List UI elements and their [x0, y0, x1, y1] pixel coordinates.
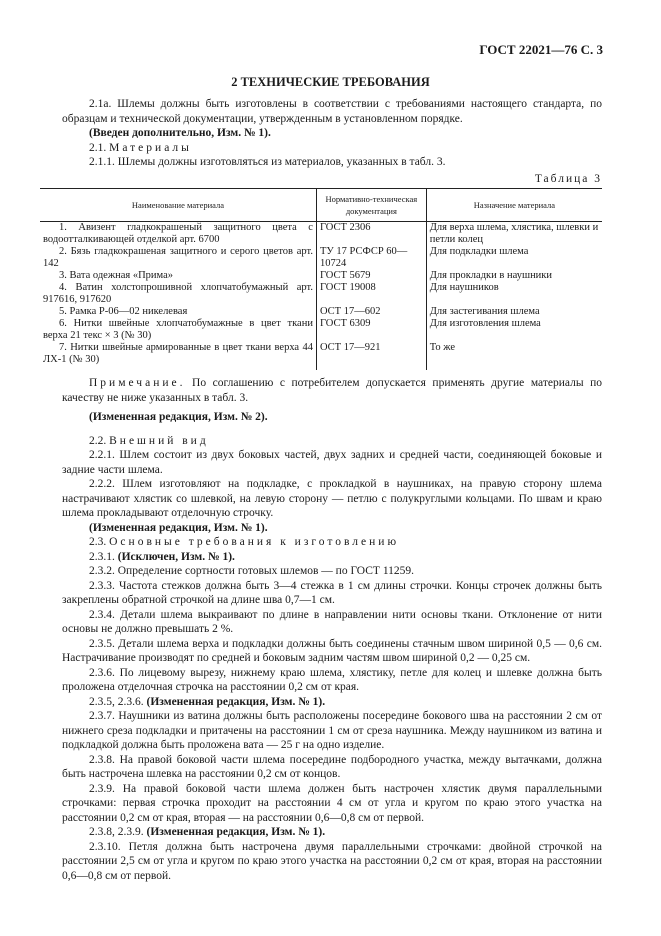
paragraph-2-3-5: 2.3.5. Детали шлема верха и подкладки должны быть соединены стачным швом шириной 0,5 — 0,6 см. Настрачивание производят по средней и боковым задним частям швом шириной 0,2 — 0,25 см. [62, 637, 602, 664]
subsection-number: 2.2. [89, 434, 107, 447]
material-name: 4. Ватин холстопрошивной хлопчатобумажный арт. 917616, 917620 [43, 282, 313, 305]
paragraph-number: 2.3.8, 2.3.9. [89, 826, 144, 838]
page-header: ГОСТ 22021—76 С. 3 [479, 42, 603, 57]
paragraph-2-2-2: 2.2.2. Шлем изготовляют на подкладке, с прокладкой в наушниках, на правую сторону шлема настрачивают хлястик со шлевкой, на левую сторону — петлю с полукруглыми кольцами. По швам и краю шлема прокладывают отделочную строчку. [62, 478, 602, 519]
material-doc: ГОСТ 6309 [316, 318, 426, 342]
material-name: 2. Бязь гладкокрашеная защитного и серого цветов арт. 142 [43, 246, 313, 269]
material-name: 3. Вата одежная «Прима» [59, 270, 174, 281]
paragraph-2-3-2: 2.3.2. Определение сортности готовых шлемов — по ГОСТ 11259. [89, 565, 415, 577]
subsection-number: 2.1. [89, 141, 107, 154]
material-purpose: Для наушников [426, 282, 602, 306]
table-note [62, 376, 602, 405]
material-name: 1. Авизент гладкокрашеный защитного цвета с водоотталкивающей отделкой арт. 6700 [43, 222, 313, 245]
amendment-line-2-3-8-9 [62, 825, 602, 840]
material-doc: ОСТ 17—921 [316, 342, 426, 370]
material-doc: ГОСТ 5679 [316, 270, 426, 282]
material-name: 5. Рамка Р-06—02 никелевая [59, 306, 188, 317]
table-row [40, 270, 602, 282]
amendment-note: (Измененная редакция, Изм. № 2). [89, 411, 268, 423]
column-header-documentation: Нормативно-техническая документация [316, 189, 426, 222]
section-title: 2 ТЕХНИЧЕСКИЕ ТРЕБОВАНИЯ [231, 75, 430, 89]
material-doc: ТУ 17 РСФСР 60—10724 [316, 246, 426, 270]
paragraph-2-3-9: 2.3.9. На правой боковой части шлема должен быть настрочен хлястик двумя параллельными строчками: первая строчка проходит на расстоянии 4 см от угла и кругом по краю этого участка на расстоянии 0,2 см от края, вторая — на расстоянии 0,6—0,8 см от первой. [62, 782, 602, 824]
paragraph-number: 2.3.5, 2.3.6. [89, 695, 144, 708]
amendment-note: (Измененная редакция, Изм. № 1). [146, 695, 326, 708]
amendment-line-2-3-5-6 [62, 695, 602, 710]
amendment-note: (Измененная редакция, Изм. № 1). [146, 826, 326, 838]
subsection-title: Основные требования к изготовлению [109, 536, 400, 548]
material-purpose: То же [426, 342, 602, 370]
material-purpose: Для подкладки шлема [426, 246, 602, 270]
table-row [40, 318, 602, 342]
column-header-material: Наименование материала [40, 189, 316, 222]
material-doc: ГОСТ 2306 [316, 222, 426, 247]
table-row [40, 342, 602, 370]
material-purpose: Для изготовления шлема [426, 318, 602, 342]
paragraph-2-1a: 2.1а. Шлемы должны быть изготовлены в соответствии с требованиями настоящего стандарта, по образцам и технической документации, утвержденным в установленном порядке. [62, 98, 602, 125]
subsection-2-1-heading [62, 141, 602, 156]
material-purpose: Для верха шлема, хлястика, шлевки и петли колец [426, 222, 602, 247]
subsection-2-3-heading [62, 535, 602, 550]
table-header-row [40, 189, 602, 222]
table-row [40, 306, 602, 318]
materials-table [40, 188, 602, 370]
note-text: По соглашению с потребителем допускается применять другие материалы по качеству не ниже указанных в табл. 3. [62, 377, 602, 404]
material-name: 6. Нитки швейные хлопчатобумажные в цвет ткани верха 21 текс × 3 (№ 30) [43, 318, 313, 341]
paragraph-2-3-3: 2.3.3. Частота стежков должна быть 3—4 стежка в 1 см длины строчки. Концы строчек должны быть закреплены обратной строчкой на длине шва 0,7—1 см. [62, 579, 602, 606]
table-row [40, 246, 602, 270]
note-label: Примечание. [89, 377, 186, 389]
paragraph-number: 2.3.1. [89, 550, 115, 563]
table-row [40, 282, 602, 306]
paragraph-2-3-6: 2.3.6. По лицевому вырезу, нижнему краю шлема, хлястику, петле для колец и шлевке должна быть проложена отделочная строчка на расстоянии 0,2 см от края. [62, 666, 602, 693]
paragraph-2-3-7: 2.3.7. Наушники из ватина должны быть расположены посередине бокового шва на расстоянии 2 см от нижнего среза подкладки и притачены на расстоянии 1 см от среза наушника. Между наушником из ватина и подкладкой должна быть проложена вата — 25 г на одно изделие. [62, 710, 602, 751]
subsection-2-2-heading [62, 434, 602, 449]
paragraph-2-3-10: 2.3.10. Петля должна быть настрочена двумя параллельными строчками: двойной строчкой на расстоянии 2,5 см от угла и кругом по краю этого участка на расстоянии 0,2 см от края, вторая на расстоянии 0,6—0,8 см от первой. [62, 840, 602, 882]
material-doc: ОСТ 17—602 [316, 306, 426, 318]
document-body [43, 97, 602, 883]
subsection-title: Внешний вид [109, 434, 209, 447]
material-name: 7. Нитки швейные армированные в цвет ткани верха 44 ЛХ-1 (№ 30) [43, 342, 313, 365]
table-caption: Таблица 3 [534, 172, 602, 185]
subsection-title: Материалы [109, 141, 192, 154]
material-purpose: Для прокладки в наушники [426, 270, 602, 282]
paragraph-2-3-1 [62, 550, 602, 565]
paragraph-2-2-1: 2.2.1. Шлем состоит из двух боковых частей, двух задних и средней части, соединяющей боковые и задние части шлема. [62, 449, 602, 476]
subsection-number: 2.3. [89, 536, 107, 548]
material-doc: ГОСТ 19008 [316, 282, 426, 306]
paragraph-2-3-8: 2.3.8. На правой боковой части шлема посередине подбородного участка, между вытачками, должна быть настрочена шлевка на расстоянии 0,2 см от концов. [62, 753, 602, 780]
column-header-purpose: Назначение материала [426, 189, 602, 222]
paragraph-2-3-4: 2.3.4. Детали шлема выкраивают по длине в направлении нити основы ткани. Отклонение от нити основы не должно превышать 2 %. [62, 608, 602, 635]
amendment-note: (Исключен, Изм. № 1). [117, 550, 235, 563]
amendment-note: (Введен дополнительно, Изм. № 1). [89, 127, 271, 139]
material-purpose: Для застегивания шлема [426, 306, 602, 318]
table-row [40, 222, 602, 247]
paragraph-2-1-1: 2.1.1. Шлемы должны изготовляться из материалов, указанных в табл. 3. [89, 156, 446, 168]
amendment-note: (Измененная редакция, Изм. № 1). [89, 521, 268, 534]
